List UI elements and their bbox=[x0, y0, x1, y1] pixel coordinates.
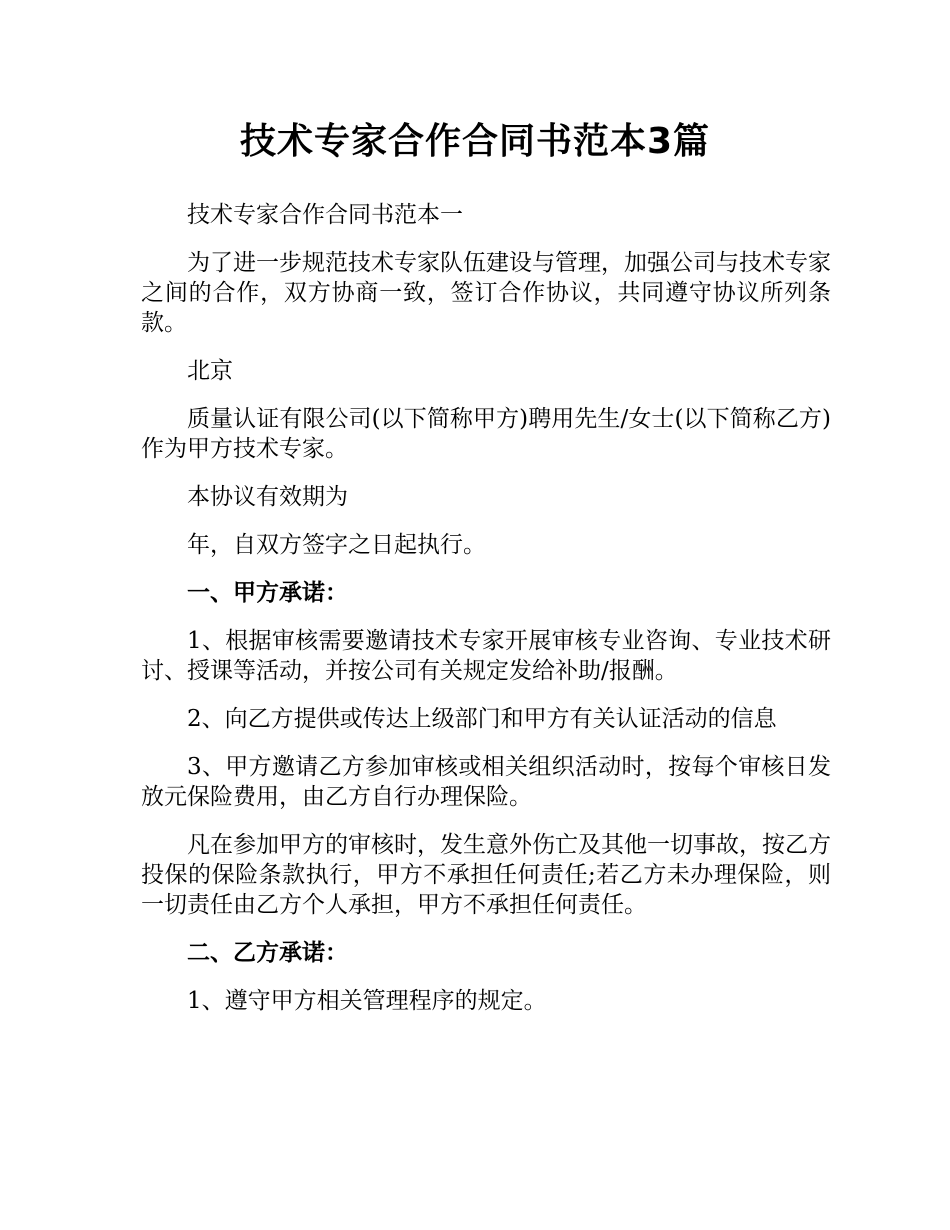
paragraph: 北京 bbox=[187, 358, 233, 384]
paragraph: 年，自双方签字之日起执行。 bbox=[187, 532, 486, 558]
document-body bbox=[141, 200, 831, 1034]
paragraph: 3、甲方邀请乙方参加审核或相关组织活动时，按每个审核日发放元保险费用，由乙方自行办理保险。 bbox=[141, 754, 831, 810]
paragraph: 2、向乙方提供或传达上级部门和甲方有关认证活动的信息 bbox=[187, 706, 777, 732]
paragraph: 技术专家合作合同书范本一 bbox=[187, 202, 463, 228]
paragraph: 1、遵守甲方相关管理程序的规定。 bbox=[187, 988, 547, 1014]
document-title: 技术专家合作合同书范本3篇 bbox=[239, 121, 711, 162]
section-heading: 一、甲方承诺： bbox=[187, 580, 348, 606]
paragraph: 1、根据审核需要邀请技术专家开展审核专业咨询、专业技术研讨、授课等活动，并按公司有关规定发给补助/报酬。 bbox=[141, 628, 831, 684]
paragraph: 凡在参加甲方的审核时，发生意外伤亡及其他一切事故，按乙方投保的保险条款执行，甲方不承担任何责任;若乙方未办理保险，则一切责任由乙方个人承担，甲方不承担任何责任。 bbox=[141, 832, 831, 918]
paragraph: 本协议有效期为 bbox=[187, 484, 348, 510]
paragraph: 为了进一步规范技术专家队伍建设与管理，加强公司与技术专家之间的合作，双方协商一致，签订合作协议，共同遵守协议所列条款。 bbox=[141, 250, 831, 336]
section-heading: 二、乙方承诺： bbox=[187, 940, 348, 966]
paragraph: 质量认证有限公司(以下简称甲方)聘用先生/女士(以下简称乙方)作为甲方技术专家。 bbox=[141, 406, 831, 462]
